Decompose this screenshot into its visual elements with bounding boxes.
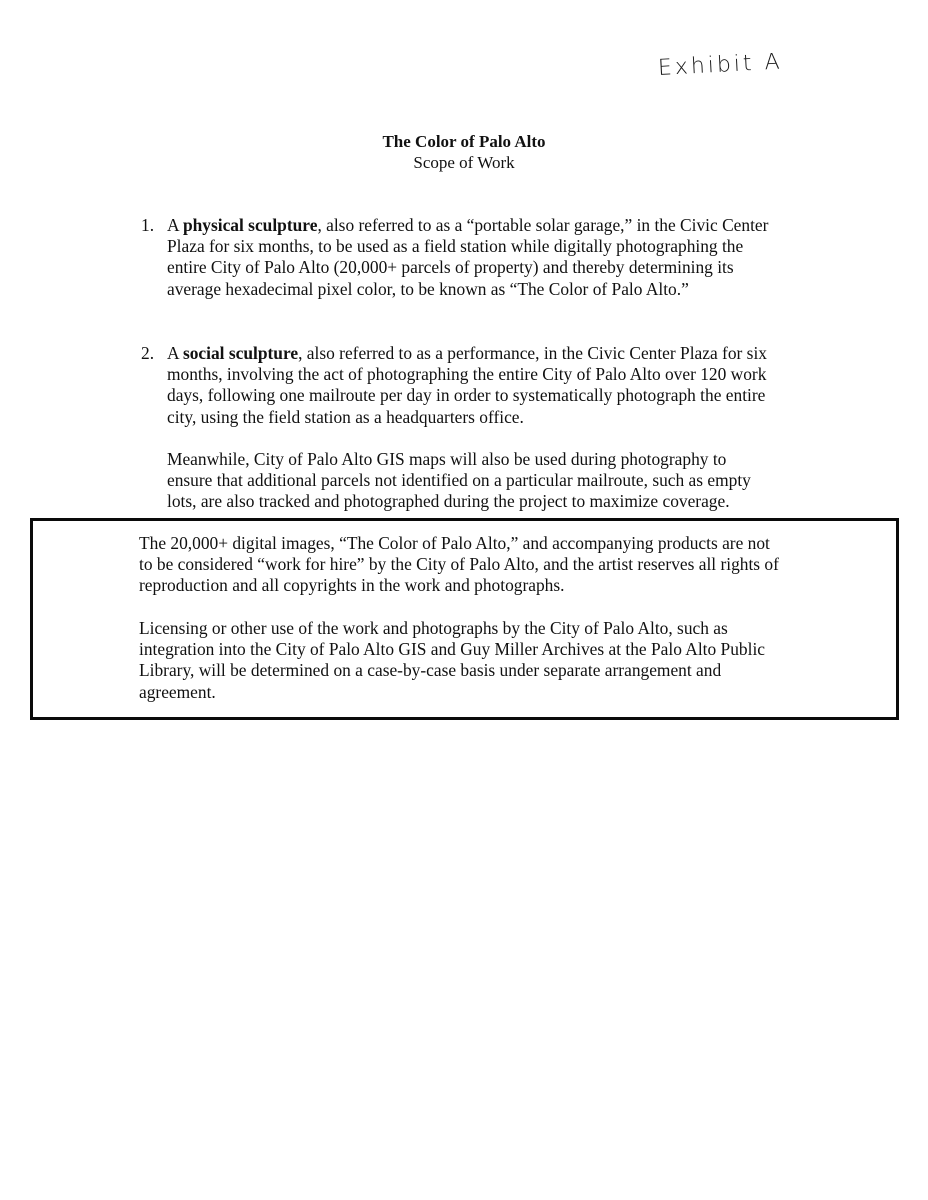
list-item-text: , also referred to as a “portable solar garage,” in the Civic Center Plaza for six months, to be used as a field station while digitally photographing the entire City of Palo Alto (20,000+ parcels of property) and thereby determining its average hexadecimal pixel color, to be known as “The Color of Palo Alto.” [167, 215, 769, 299]
list-item-number: 2. [141, 343, 155, 363]
licensing-paragraph: Licensing or other use of the work and photographs by the City of Palo Alto, such as integration into the City of Palo Alto GIS and Guy Miller Archives at the Palo Alto Public Library, will be determined on a case-by-case basis under separate arrangement and agreement. [139, 618, 766, 702]
document-subtitle: Scope of Work [413, 153, 515, 172]
list-item-bold-term: physical sculpture [182, 215, 318, 235]
list-item-lead: A [167, 343, 183, 363]
list-item-number: 1. [141, 215, 155, 235]
list-item-bold-term: social sculpture [182, 343, 299, 363]
exhibit-label: Exhibit A [657, 49, 784, 81]
list-item-social-sculpture [167, 343, 787, 428]
document-title: The Color of Palo Alto [382, 132, 546, 151]
list-item-lead: A [167, 215, 183, 235]
work-for-hire-paragraph: The 20,000+ digital images, “The Color of Palo Alto,” and accompanying products are not to be considered “work for hire” by the City of Palo Alto, and the artist reserves all rights of reproduction and all copyrights in the work and photographs. [139, 533, 779, 596]
list-item-text: , also referred to as a performance, in the Civic Center Plaza for six months, involving the act of photographing the entire City of Palo Alto over 120 work days, following one mailroute per day in order to systematically photograph the entire city, using the field station as a headquarters office. [167, 343, 767, 427]
list-item-physical-sculpture [167, 215, 787, 300]
meanwhile-paragraph: Meanwhile, City of Palo Alto GIS maps will also be used during photography to ensure that additional parcels not identified on a particular mailroute, such as empty lots, are also tracked and photographed during the project to maximize coverage. [167, 449, 751, 512]
